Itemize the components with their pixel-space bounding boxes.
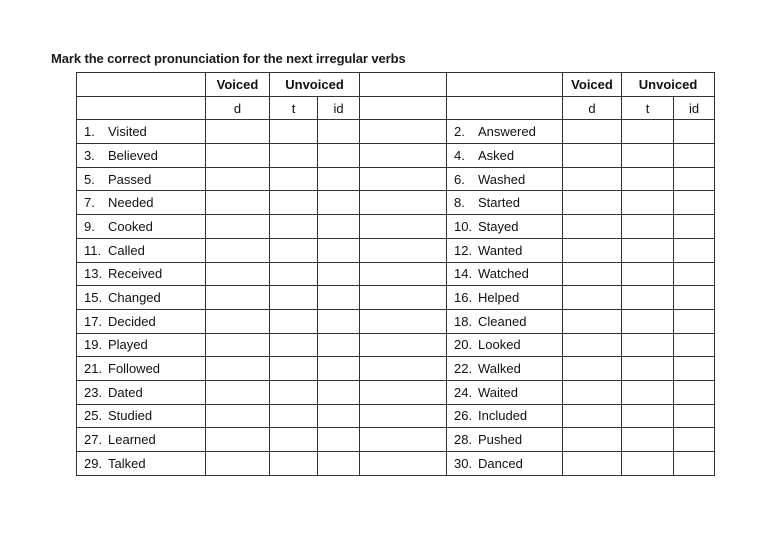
answer-cell-id[interactable] — [674, 333, 715, 357]
right-verb-number: 30. — [454, 455, 473, 471]
answer-cell-t[interactable] — [622, 333, 674, 357]
answer-cell-d[interactable] — [563, 215, 622, 239]
left-verb-cell — [77, 357, 206, 381]
right-verb-number: 6. — [454, 171, 465, 187]
verb-row — [77, 144, 715, 168]
gap-cell — [360, 262, 447, 286]
subheader-blank-cell — [77, 96, 206, 120]
right-verb-cell — [447, 120, 563, 144]
right-verb-label: Washed — [478, 171, 526, 187]
gap-cell — [360, 238, 447, 262]
right-verb-number: 22. — [454, 361, 473, 377]
answer-cell-t[interactable] — [270, 286, 318, 310]
verb-row — [77, 404, 715, 428]
answer-cell-t[interactable] — [622, 286, 674, 310]
answer-cell-t[interactable] — [622, 120, 674, 144]
right-verb-cell — [447, 309, 563, 333]
gap-cell — [360, 404, 447, 428]
left-verb-label: Called — [108, 242, 145, 258]
right-verb-number: 24. — [454, 384, 473, 400]
left-verb-cell — [77, 309, 206, 333]
right-verb-label: Asked — [478, 147, 515, 163]
answer-cell-t[interactable] — [270, 404, 318, 428]
left-verb-number: 21. — [84, 361, 103, 377]
left-verb-cell — [77, 286, 206, 310]
sub-id-header: id — [318, 96, 360, 120]
answer-cell-d[interactable] — [563, 286, 622, 310]
answer-cell-id[interactable] — [318, 144, 360, 168]
verb-row — [77, 167, 715, 191]
right-verb-number: 2. — [454, 124, 465, 140]
answer-cell-t[interactable] — [622, 167, 674, 191]
verb-row — [77, 357, 715, 381]
answer-cell-id[interactable] — [318, 238, 360, 262]
right-verb-cell — [447, 404, 563, 428]
right-verb-number: 10. — [454, 218, 473, 234]
answer-cell-id[interactable] — [674, 144, 715, 168]
left-verb-number: 11. — [84, 242, 102, 258]
answer-cell-t[interactable] — [622, 215, 674, 239]
left-verb-number: 25. — [84, 408, 103, 424]
answer-cell-d[interactable] — [563, 144, 622, 168]
right-verb-number: 16. — [454, 290, 473, 306]
answer-cell-t[interactable] — [270, 191, 318, 215]
answer-cell-id[interactable] — [318, 262, 360, 286]
gap-cell — [360, 144, 447, 168]
subheader-blank-cell — [447, 96, 563, 120]
left-verb-cell — [77, 238, 206, 262]
answer-cell-t[interactable] — [622, 380, 674, 404]
left-verb-label: Believed — [108, 147, 158, 163]
answer-cell-d[interactable] — [563, 167, 622, 191]
left-verb-number: 13. — [84, 266, 103, 282]
sub-t-header: t — [622, 96, 674, 120]
answer-cell-id[interactable] — [674, 238, 715, 262]
right-verb-label: Cleaned — [478, 313, 527, 329]
answer-cell-d[interactable] — [563, 452, 622, 476]
left-verb-number: 29. — [84, 455, 103, 471]
answer-cell-t[interactable] — [270, 428, 318, 452]
left-verb-number: 3. — [84, 147, 95, 163]
answer-cell-d[interactable] — [206, 404, 270, 428]
sub-t-header: t — [270, 96, 318, 120]
right-verb-label: Wanted — [478, 242, 523, 258]
left-verb-label: Talked — [108, 455, 146, 471]
voiced-header: Voiced — [563, 73, 622, 97]
answer-cell-d[interactable] — [206, 167, 270, 191]
verb-row — [77, 191, 715, 215]
unvoiced-header: Unvoiced — [270, 73, 360, 97]
answer-cell-d[interactable] — [206, 191, 270, 215]
left-verb-cell — [77, 120, 206, 144]
right-verb-number: 18. — [454, 313, 473, 329]
gap-cell — [360, 428, 447, 452]
answer-cell-d[interactable] — [206, 380, 270, 404]
left-verb-label: Dated — [108, 384, 143, 400]
answer-cell-t[interactable] — [270, 309, 318, 333]
answer-cell-d[interactable] — [563, 262, 622, 286]
verb-row — [77, 215, 715, 239]
gap-cell — [360, 333, 447, 357]
answer-cell-t[interactable] — [270, 452, 318, 476]
answer-cell-id[interactable] — [674, 120, 715, 144]
answer-cell-d[interactable] — [563, 120, 622, 144]
left-verb-cell — [77, 404, 206, 428]
right-verb-cell — [447, 333, 563, 357]
left-verb-cell — [77, 428, 206, 452]
right-verb-cell — [447, 380, 563, 404]
answer-cell-d[interactable] — [206, 333, 270, 357]
answer-cell-d[interactable] — [206, 357, 270, 381]
sub-d-header: d — [206, 96, 270, 120]
gap-cell — [360, 73, 447, 97]
right-verb-label: Stayed — [478, 218, 519, 234]
answer-cell-id[interactable] — [674, 404, 715, 428]
answer-cell-t[interactable] — [622, 452, 674, 476]
answer-cell-id[interactable] — [318, 120, 360, 144]
right-verb-number: 4. — [454, 147, 465, 163]
answer-cell-d[interactable] — [563, 428, 622, 452]
gap-cell — [360, 191, 447, 215]
header-blank-cell — [447, 73, 563, 97]
answer-cell-t[interactable] — [270, 238, 318, 262]
gap-cell — [360, 215, 447, 239]
answer-cell-d[interactable] — [563, 309, 622, 333]
left-verb-number: 17. — [84, 313, 103, 329]
answer-cell-id[interactable] — [674, 380, 715, 404]
answer-cell-t[interactable] — [622, 357, 674, 381]
right-verb-number: 12. — [454, 242, 473, 258]
answer-cell-d[interactable] — [206, 262, 270, 286]
answer-cell-t[interactable] — [270, 167, 318, 191]
left-verb-label: Received — [108, 266, 163, 282]
answer-cell-d[interactable] — [563, 333, 622, 357]
answer-cell-id[interactable] — [318, 215, 360, 239]
answer-cell-id[interactable] — [318, 380, 360, 404]
answer-cell-t[interactable] — [270, 120, 318, 144]
answer-cell-id[interactable] — [318, 333, 360, 357]
left-verb-number: 23. — [84, 384, 103, 400]
answer-cell-id[interactable] — [318, 191, 360, 215]
verb-row — [77, 309, 715, 333]
answer-cell-d[interactable] — [563, 238, 622, 262]
answer-cell-t[interactable] — [270, 262, 318, 286]
left-verb-number: 19. — [84, 337, 103, 353]
left-verb-cell — [77, 167, 206, 191]
left-verb-label: Played — [108, 337, 148, 353]
left-verb-label: Decided — [108, 313, 156, 329]
answer-cell-d[interactable] — [563, 191, 622, 215]
answer-cell-t[interactable] — [622, 262, 674, 286]
verb-row — [77, 286, 715, 310]
right-verb-label: Pushed — [478, 432, 523, 448]
answer-cell-t[interactable] — [622, 428, 674, 452]
answer-cell-id[interactable] — [674, 191, 715, 215]
left-verb-number: 27. — [84, 432, 103, 448]
answer-cell-id[interactable] — [674, 262, 715, 286]
right-verb-label: Walked — [478, 361, 521, 377]
answer-cell-t[interactable] — [270, 357, 318, 381]
answer-cell-d[interactable] — [206, 144, 270, 168]
answer-cell-t[interactable] — [622, 144, 674, 168]
answer-cell-id[interactable] — [318, 452, 360, 476]
answer-cell-t[interactable] — [622, 404, 674, 428]
answer-cell-id[interactable] — [318, 286, 360, 310]
right-verb-label: Waited — [478, 384, 518, 400]
verb-row — [77, 262, 715, 286]
gap-cell — [360, 120, 447, 144]
verb-row — [77, 238, 715, 262]
answer-cell-id[interactable] — [318, 357, 360, 381]
right-verb-cell — [447, 357, 563, 381]
right-verb-cell — [447, 428, 563, 452]
answer-cell-d[interactable] — [206, 238, 270, 262]
right-verb-cell — [447, 238, 563, 262]
left-verb-number: 15. — [84, 290, 103, 306]
right-verb-label: Watched — [478, 266, 529, 282]
verb-row — [77, 380, 715, 404]
right-verb-number: 8. — [454, 195, 465, 211]
right-verb-label: Looked — [478, 337, 521, 353]
answer-cell-d[interactable] — [563, 380, 622, 404]
answer-cell-d[interactable] — [206, 309, 270, 333]
answer-cell-d[interactable] — [206, 286, 270, 310]
right-verb-label: Included — [478, 408, 528, 424]
verb-row — [77, 120, 715, 144]
answer-cell-t[interactable] — [622, 309, 674, 333]
right-verb-number: 14. — [454, 266, 473, 282]
left-verb-cell — [77, 144, 206, 168]
right-verb-cell — [447, 167, 563, 191]
left-verb-label: Needed — [108, 195, 154, 211]
answer-cell-t[interactable] — [622, 238, 674, 262]
worksheet-title: Mark the correct pronunciation for the next irregular verbs — [51, 51, 406, 66]
pronunciation-table — [76, 72, 715, 476]
answer-cell-d[interactable] — [206, 215, 270, 239]
answer-cell-t[interactable] — [270, 215, 318, 239]
answer-cell-id[interactable] — [318, 404, 360, 428]
left-verb-number: 7. — [84, 195, 95, 211]
unvoiced-header: Unvoiced — [622, 73, 715, 97]
gap-cell — [360, 380, 447, 404]
left-verb-cell — [77, 191, 206, 215]
left-verb-cell — [77, 452, 206, 476]
right-verb-number: 28. — [454, 432, 473, 448]
left-verb-label: Visited — [108, 124, 147, 140]
answer-cell-id[interactable] — [674, 452, 715, 476]
header-row — [77, 73, 715, 97]
answer-cell-id[interactable] — [318, 309, 360, 333]
gap-cell — [360, 167, 447, 191]
left-verb-label: Learned — [108, 432, 156, 448]
answer-cell-d[interactable] — [563, 357, 622, 381]
left-verb-cell — [77, 380, 206, 404]
answer-cell-id[interactable] — [674, 215, 715, 239]
left-verb-number: 5. — [84, 171, 95, 187]
answer-cell-id[interactable] — [674, 357, 715, 381]
right-verb-label: Started — [478, 195, 520, 211]
gap-cell — [360, 309, 447, 333]
right-verb-label: Danced — [478, 455, 523, 471]
answer-cell-d[interactable] — [206, 428, 270, 452]
right-verb-cell — [447, 215, 563, 239]
answer-cell-id[interactable] — [674, 286, 715, 310]
right-verb-number: 26. — [454, 408, 473, 424]
header-blank-cell — [77, 73, 206, 97]
right-verb-cell — [447, 144, 563, 168]
verb-row — [77, 428, 715, 452]
answer-cell-id[interactable] — [674, 309, 715, 333]
gap-cell — [360, 286, 447, 310]
answer-cell-t[interactable] — [270, 380, 318, 404]
left-verb-cell — [77, 215, 206, 239]
sub-d-header: d — [563, 96, 622, 120]
right-verb-cell — [447, 262, 563, 286]
left-verb-number: 9. — [84, 218, 95, 234]
left-verb-label: Followed — [108, 361, 161, 377]
left-verb-number: 1. — [84, 124, 95, 140]
answer-cell-d[interactable] — [206, 452, 270, 476]
right-verb-cell — [447, 286, 563, 310]
answer-cell-id[interactable] — [318, 167, 360, 191]
gap-cell — [360, 96, 447, 120]
answer-cell-t[interactable] — [270, 144, 318, 168]
right-verb-number: 20. — [454, 337, 473, 353]
verb-row — [77, 452, 715, 476]
answer-cell-d[interactable] — [206, 120, 270, 144]
verb-row — [77, 333, 715, 357]
gap-cell — [360, 357, 447, 381]
left-verb-label: Studied — [108, 408, 153, 424]
gap-cell — [360, 452, 447, 476]
right-verb-label: Helped — [478, 290, 520, 306]
sub-id-header: id — [674, 96, 715, 120]
answer-cell-t[interactable] — [622, 191, 674, 215]
answer-cell-id[interactable] — [674, 428, 715, 452]
right-verb-cell — [447, 191, 563, 215]
answer-cell-t[interactable] — [270, 333, 318, 357]
answer-cell-d[interactable] — [563, 404, 622, 428]
right-verb-label: Answered — [478, 124, 536, 140]
answer-cell-id[interactable] — [674, 167, 715, 191]
right-verb-cell — [447, 452, 563, 476]
left-verb-label: Passed — [108, 171, 152, 187]
answer-cell-id[interactable] — [318, 428, 360, 452]
left-verb-cell — [77, 262, 206, 286]
voiced-header: Voiced — [206, 73, 270, 97]
subheader-row — [77, 96, 715, 120]
left-verb-label: Cooked — [108, 218, 153, 234]
left-verb-cell — [77, 333, 206, 357]
left-verb-label: Changed — [108, 290, 161, 306]
